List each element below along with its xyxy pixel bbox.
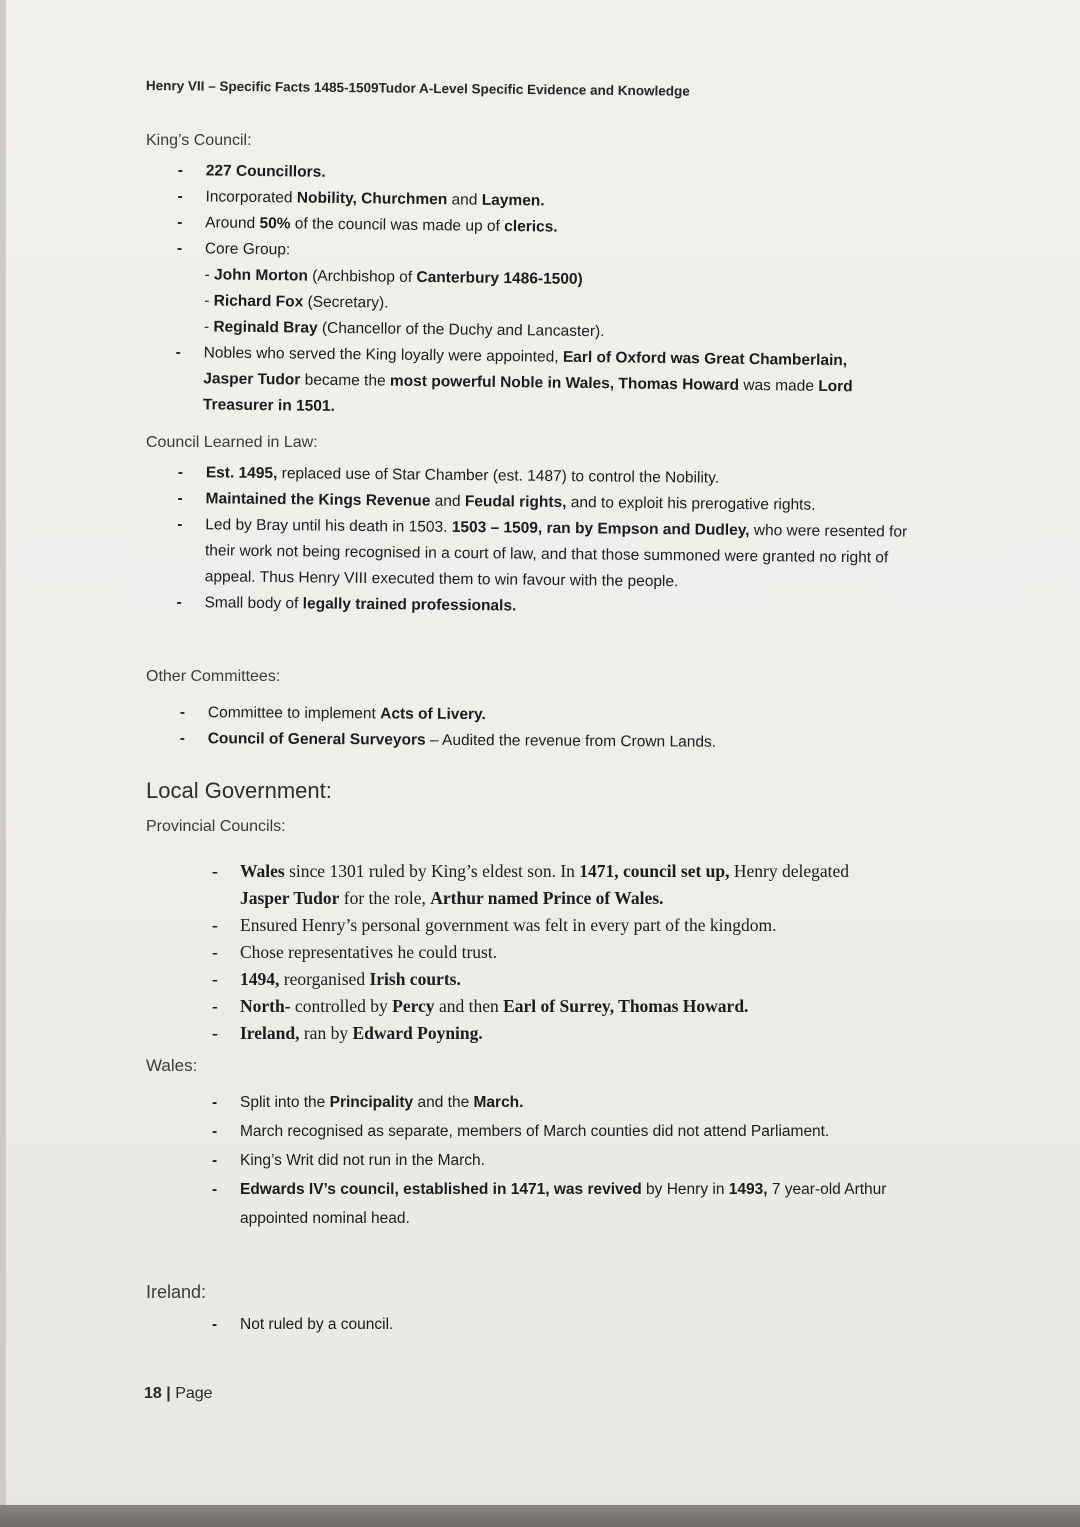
list-item [212, 966, 872, 993]
list-text: Committee to implement [207, 704, 381, 723]
list-emphasis: March. [473, 1094, 524, 1111]
list-emphasis: most powerful Noble in Wales, Thomas Howard [389, 372, 740, 394]
list-emphasis: 1493, [728, 1181, 768, 1198]
list-emphasis: Nobility, Churchmen [296, 189, 448, 209]
list-text: was made [738, 376, 819, 395]
list-emphasis: Irish courts. [369, 969, 461, 989]
list-emphasis: Richard Fox [213, 292, 304, 311]
list-emphasis: Wales [240, 861, 285, 881]
list-text: controlled by [290, 996, 393, 1016]
list-text: for the role, [339, 888, 431, 908]
page-edge [0, 0, 6, 1527]
list-emphasis: Acts of Livery. [380, 705, 486, 724]
list-emphasis: Laymen. [481, 191, 545, 210]
list-emphasis: Lord Treasurer in 1501. [202, 377, 853, 415]
wales-list [212, 1088, 952, 1233]
list-emphasis: Arthur named Prince of Wales. [430, 888, 664, 908]
list-text: - [204, 266, 215, 284]
list-text: Split into the [240, 1094, 330, 1111]
list-text: ran by [299, 1023, 353, 1043]
list-item [177, 512, 908, 598]
page-header: Henry VII – Specific Facts 1485-1509Tudor A-Level Specific Evidence and Knowledge [145, 78, 690, 99]
page-number: 18 [144, 1385, 162, 1402]
section-title-wales: Wales: [146, 1056, 198, 1075]
list-emphasis: Jasper Tudor [240, 888, 340, 908]
list-text: and the [413, 1094, 474, 1111]
list-emphasis: Edward Poyning. [352, 1023, 483, 1043]
section-title-provincial-councils: Provincial Councils: [146, 818, 286, 835]
list-text: replaced use of Star Chamber (est. 1487) to control the Nobility. [277, 465, 720, 487]
list-text: Led by Bray until his death in 1503. [205, 516, 452, 536]
list-text: (Archbishop of [307, 267, 417, 286]
list-emphasis: 227 Councillors. [205, 162, 326, 181]
list-emphasis: John Morton [213, 266, 308, 285]
list-emphasis: 1471, council set up, [579, 861, 730, 881]
list-emphasis: clerics. [504, 217, 558, 236]
list-text: Small body of [204, 594, 303, 613]
list-item [212, 858, 872, 912]
page-separator: | [166, 1385, 171, 1402]
page-footer [144, 1385, 213, 1403]
other-committees-list [180, 700, 840, 757]
list-text: Not ruled by a council. [240, 1316, 394, 1333]
list-text: since 1301 ruled by King’s eldest son. In [284, 861, 580, 881]
list-emphasis: 1503 – 1509, ran by Empson and Dudley, [451, 518, 750, 539]
list-emphasis: Earl of Oxford was Great Chamberlain, Jasper Tudor [203, 348, 848, 389]
list-emphasis: Edwards IV’s council, established in 1471, was revived [240, 1181, 642, 1198]
list-item [212, 1020, 872, 1047]
list-emphasis: Earl of Surrey, Thomas Howard. [503, 996, 749, 1016]
list-emphasis: 1494, [240, 969, 280, 989]
list-text: Henry delegated [729, 861, 850, 881]
list-text: reorganised [279, 969, 370, 989]
list-item [212, 1312, 812, 1338]
list-text: 7 year-old Arthur appointed nominal head. [240, 1181, 887, 1227]
list-text: March recognised as separate, members of March counties did not attend Parliament. [240, 1123, 830, 1140]
list-text: who were resented for their work not being recognised in a court of law, and that those summoned were granted no right of appeal. Thus Henry VIII executed them to win favour with the people. [204, 521, 908, 591]
list-text: Around [205, 214, 260, 232]
page-label: Page [175, 1385, 213, 1402]
list-item [212, 939, 872, 966]
list-emphasis: Maintained the Kings Revenue [205, 490, 431, 510]
list-emphasis: 50% [259, 215, 291, 233]
list-text: Nobles who served the King loyally were appointed, [203, 344, 563, 366]
kings-council-list [175, 158, 858, 426]
list-item [212, 1175, 952, 1233]
list-emphasis: legally trained professionals. [302, 595, 517, 615]
list-emphasis: Council of General Surveyors [207, 730, 426, 749]
list-text: Core Group: [204, 240, 291, 259]
list-text: by Henry in [641, 1181, 729, 1198]
list-item [212, 1088, 952, 1117]
list-emphasis: Percy [392, 996, 435, 1016]
list-item [175, 340, 856, 426]
list-text: - [204, 292, 214, 310]
list-emphasis: Principality [329, 1094, 414, 1111]
section-title-other-committees: Other Committees: [146, 668, 281, 685]
list-text: Chose representatives he could trust. [240, 942, 498, 962]
list-emphasis: Reginald Bray [213, 318, 318, 337]
list-emphasis: Ireland, [240, 1023, 300, 1043]
list-text: became the [300, 371, 391, 390]
list-text: and [430, 492, 465, 511]
section-title-local-government: Local Government: [146, 778, 332, 803]
list-text: Incorporated [205, 188, 297, 207]
list-item [180, 726, 840, 757]
list-text: – Audited the revenue from Crown Lands. [425, 731, 717, 751]
list-text: - [203, 318, 214, 336]
desk-edge [0, 1505, 1080, 1527]
list-text: and to exploit his prerogative rights. [566, 494, 816, 514]
list-emphasis: Canterbury 1486-1500) [416, 268, 583, 288]
council-learned-list [176, 460, 908, 624]
section-title-kings-council: King’s Council: [146, 132, 252, 149]
list-item [212, 993, 872, 1020]
provincial-councils-list [212, 858, 872, 1047]
list-emphasis: Feudal rights, [464, 493, 567, 512]
section-title-council-learned: Council Learned in Law: [146, 434, 318, 451]
list-text: and [447, 191, 482, 209]
list-text: (Chancellor of the Duchy and Lancaster). [317, 319, 605, 341]
list-text: (Secretary). [303, 293, 389, 312]
list-emphasis: North- [240, 996, 291, 1016]
list-text: King’s Writ did not run in the March. [240, 1152, 485, 1169]
list-text: and then [434, 996, 504, 1016]
list-item [212, 1117, 952, 1146]
list-item [212, 912, 872, 939]
list-item [212, 1146, 952, 1175]
list-text: of the council was made up of [290, 215, 505, 235]
ireland-list [212, 1312, 812, 1338]
section-title-ireland: Ireland: [146, 1282, 207, 1302]
list-text: Ensured Henry’s personal government was felt in every part of the kingdom. [240, 915, 777, 935]
list-emphasis: Est. 1495, [205, 464, 278, 483]
